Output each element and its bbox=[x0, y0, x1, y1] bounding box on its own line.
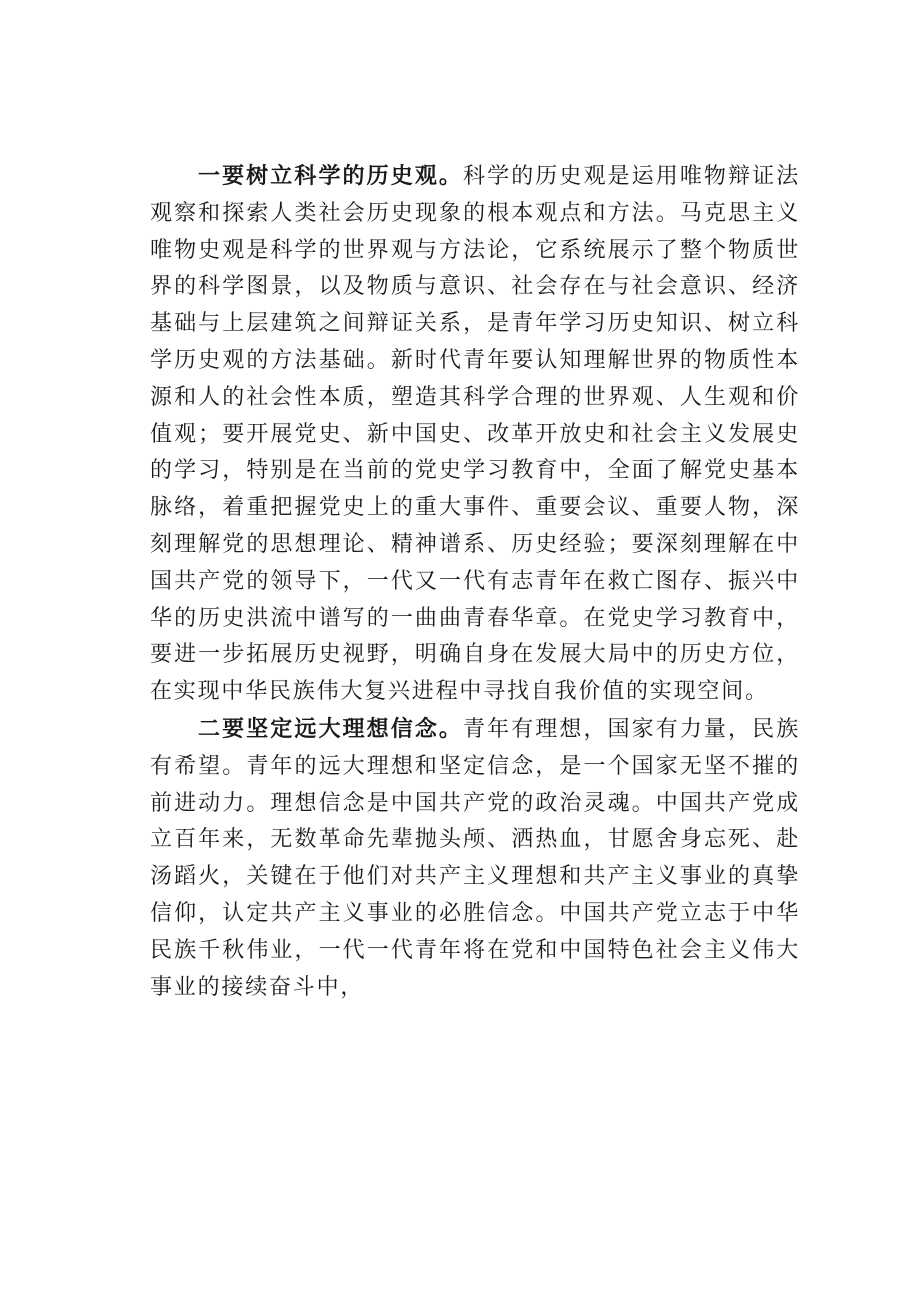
paragraph-historical-view bbox=[150, 158, 800, 711]
document-body bbox=[150, 158, 800, 1006]
paragraph-heading: 一要树立科学的历史观。 bbox=[198, 163, 464, 189]
paragraph-text: 青年有理想，国家有力量，民族有希望。青年的远大理想和坚定信念，是一个国家无坚不摧的前进动力。理想信念是中国共产党的政治灵魂。中国共产党成立百年来，无数革命先辈抛头颅、洒热血，甘愿舍身忘死、赴汤蹈火，关键在于他们对共产主义理想和共产主义事业的真挚信仰，认定共产主义事业的必胜信念。中国共产党立志于中华民族千秋伟业，一代一代青年将在党和中国特色社会主义伟大事业的接续奋斗中， bbox=[150, 716, 800, 1000]
paragraph-ideals-beliefs bbox=[150, 711, 800, 1006]
paragraph-heading: 二要坚定远大理想信念。 bbox=[198, 715, 464, 742]
paragraph-text: 科学的历史观是运用唯物辩证法观察和探索人类社会历史现象的根本观点和方法。马克思主义唯物史观是科学的世界观与方法论，它系统展示了整个物质世界的科学图景，以及物质与意识、社会存在与社会意识、经济基础与上层建筑之间辩证关系，是青年学习历史知识、树立科学历史观的方法基础。新时代青年要认知理解世界的物质性本源和人的社会性本质，塑造其科学合理的世界观、人生观和价值观；要开展党史、新中国史、改革开放史和社会主义发展史的学习，特别是在当前的党史学习教育中，全面了解党史基本脉络，着重把握党史上的重大事件、重要会议、重要人物，深刻理解党的思想理论、精神谱系、历史经验；要深刻理解在中国共产党的领导下，一代又一代有志青年在救亡图存、振兴中华的历史洪流中谱写的一曲曲青春华章。在党史学习教育中，要进一步拓展历史视野，明确自身在发展大局中的历史方位，在实现中华民族伟大复兴进程中寻找自我价值的实现空间。 bbox=[150, 164, 800, 705]
